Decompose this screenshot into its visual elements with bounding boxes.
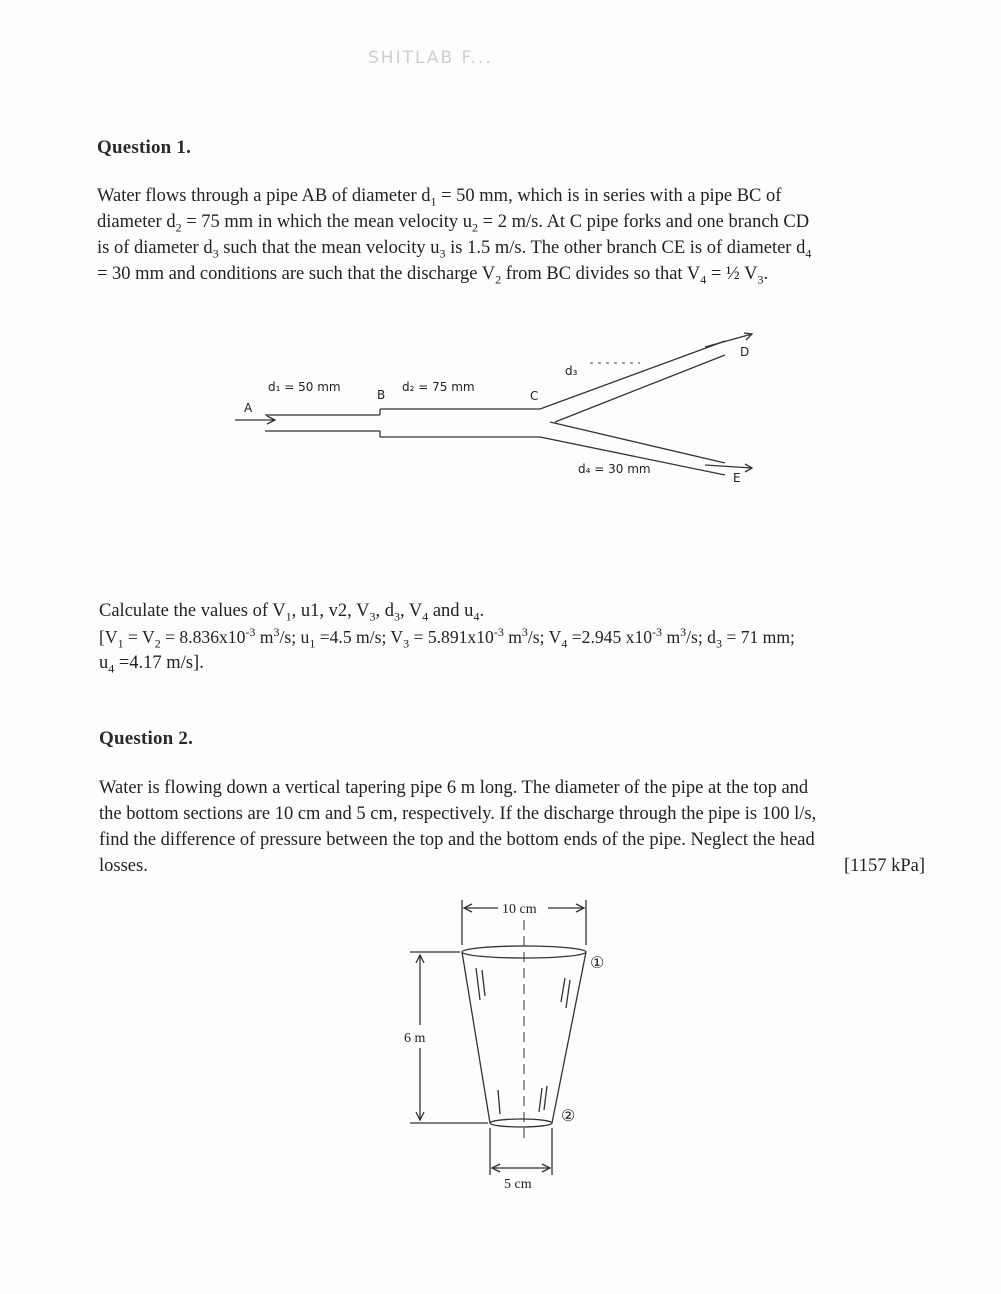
- question-2-text: Water is flowing down a vertical tapering pipe 6 m long. The diameter of the pipe at the top and the bottom sections are 10 cm and 5 cm, respectively. If the discharge through the pipe is 100 l/s, find the difference of pressure between the top and the bottom ends of the pipe. Neglect the head losses. [1157 kPa]: [99, 775, 925, 879]
- height-label: 6 m: [404, 1031, 426, 1046]
- diagram-d1-label: d₁ = 50 mm: [268, 380, 341, 394]
- section-1-marker: ①: [590, 955, 605, 972]
- tapering-pipe-figure: [390, 890, 630, 1200]
- diagram-label-e: E: [733, 471, 741, 485]
- question-2-heading: Question 2.: [99, 728, 194, 749]
- top-diameter-label: 10 cm: [502, 902, 537, 917]
- question-1-text: Water flows through a pipe AB of diameter $d_1 = 50$ mm, which is in series with a pipe BC of diameter $d_2 = 75$ mm in which the mean velocity $u_2 = 2$ m/s. At C pipe forks and one branch CD is of diameter $d_3$ such that the mean velocity $u_3$ is 1.5 m/s. The other branch CE is of diameter $d_4$ = 30 mm and conditions are such that the discharge $V_2$ from BC divides so that $V_4$ = ½ $V_3$.: [97, 186, 812, 287]
- diagram-label-d: D: [740, 345, 750, 359]
- question-1-answer-cont: $u_4 =4.17$ m/s].: [99, 653, 204, 676]
- diagram-label-a: A: [244, 401, 253, 415]
- question-1-heading: Question 1.: [97, 137, 192, 158]
- diagram-d4-label: d₄ = 30 mm: [578, 462, 651, 476]
- question-2-answer: [1157 kPa]: [843, 856, 925, 876]
- pipe-network-diagram: [220, 325, 780, 495]
- diagram-label-c: C: [530, 389, 539, 403]
- diagram-d3-label: d₃: [565, 364, 578, 378]
- faded-stamp: SHITLAB F...: [368, 48, 493, 68]
- question-1-calculate: Calculate the values of $V_1$, u1, v2, $V_3$, $d_3$, $V_4$ and $u_4$.: [99, 601, 485, 624]
- bottom-diameter-label: 5 cm: [504, 1177, 532, 1192]
- diagram-label-b: B: [377, 388, 386, 402]
- diagram-d2-label: d₂ = 75 mm: [402, 380, 475, 394]
- section-2-marker: ②: [561, 1108, 576, 1125]
- question-1-answer: [$V_1 = V_2 = 8.836x10^{-3}$ $m^3/s$; $u_1 =4.5$ m/s; $V_3 = 5.891x10^{-3}$ $m^3/s$; $V_4 =2.945$ $x10^{-3}$ $m^3/s$; $d_3 = 71$ mm;: [99, 625, 795, 651]
